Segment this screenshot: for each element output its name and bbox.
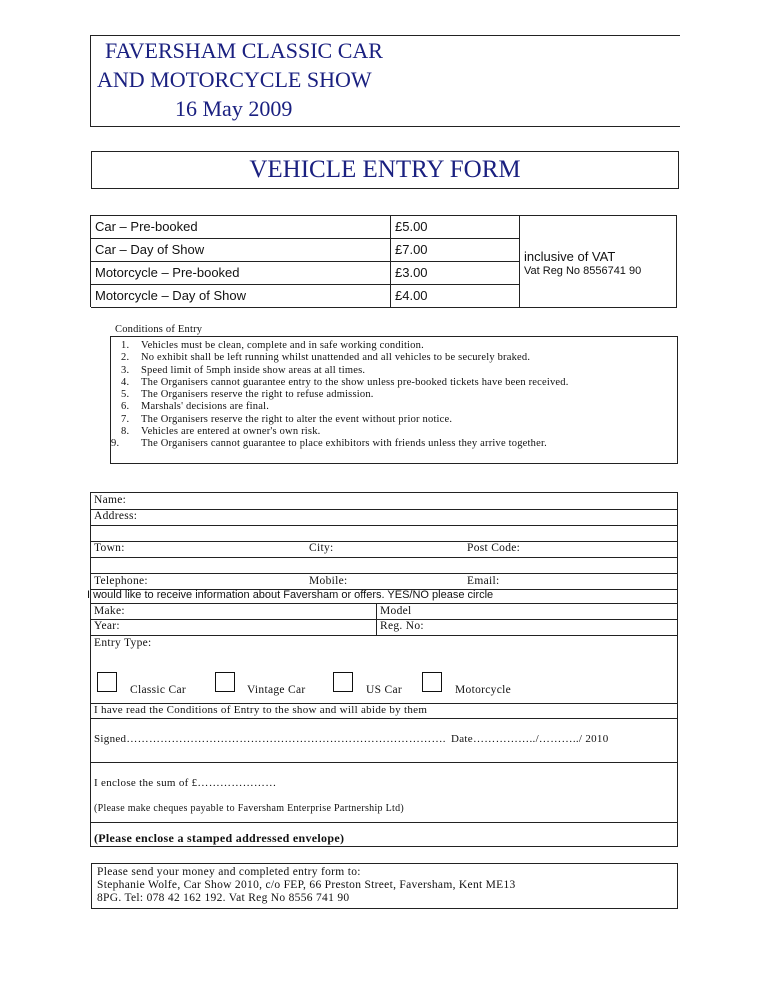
condition-item: 5. The Organisers reserve the right to refuse admission. — [121, 389, 374, 401]
signed-line[interactable]: Signed…………………………………………………………………………. — [94, 733, 446, 745]
condition-item: 7. The Organisers reserve the right to alter the event without prior notice. — [121, 413, 453, 425]
model-label: Model — [380, 605, 412, 617]
form-title: VEHICLE ENTRY FORM — [249, 156, 521, 183]
conditions-list — [111, 340, 673, 451]
postal-instructions-box — [91, 863, 678, 909]
classic-car-checkbox[interactable] — [97, 672, 117, 692]
motorcycle-checkbox[interactable] — [422, 672, 442, 692]
name-label: Name: — [94, 494, 127, 506]
signature-row[interactable] — [91, 719, 677, 763]
postcode-label: Post Code: — [467, 542, 521, 554]
vintage-car-checkbox[interactable] — [215, 672, 235, 692]
show-title-line2: AND MOTORCYCLE SHOW — [97, 67, 372, 92]
year-label: Year: — [94, 620, 120, 632]
entry-type-label: Entry Type: — [94, 637, 152, 649]
town-label: Town: — [94, 542, 125, 554]
vintage-car-label: Vintage Car — [247, 684, 306, 696]
date-line[interactable]: Date……………../………../ 2010 — [451, 733, 609, 745]
postal-address: Stephanie Wolfe, Car Show 2010, c/o FEP, 66 Preston Street, Faversham, Kent ME13 — [97, 879, 516, 891]
conditions-heading: Conditions of Entry — [115, 324, 203, 335]
price-row-label: Car – Pre-booked — [91, 216, 391, 239]
cheque-note: (Please make cheques payable to Faversham Enterprise Partnership Ltd) — [94, 803, 405, 814]
classic-car-label: Classic Car — [130, 684, 186, 696]
us-car-label: US Car — [366, 684, 402, 696]
declaration-text: I have read the Conditions of Entry to the show and will abide by them — [94, 704, 428, 716]
mobile-label: Mobile: — [309, 575, 348, 587]
telephone-label: Telephone: — [94, 575, 148, 587]
blank-line — [91, 558, 677, 574]
condition-item: 3. Speed limit of 5mph inside show areas at all times. — [121, 364, 366, 376]
show-date: 16 May 2009 — [175, 96, 293, 121]
condition-item: 1. Vehicles must be clean, complete and in safe working condition. — [121, 340, 424, 351]
entry-type-row — [91, 636, 677, 704]
price-row-label: Motorcycle – Day of Show — [91, 285, 391, 308]
name-row[interactable] — [91, 493, 677, 510]
enclose-sum-line[interactable]: I enclose the sum of £………………… — [94, 777, 277, 789]
address-row[interactable] — [91, 510, 677, 526]
price-row-value: £7.00 — [391, 239, 520, 262]
show-title-line1: FAVERSHAM CLASSIC CAR — [105, 38, 383, 63]
payment-row — [91, 763, 677, 823]
address-line[interactable] — [91, 526, 677, 542]
price-row-value: £5.00 — [391, 216, 520, 239]
postal-heading: Please send your money and completed entry form to: — [97, 866, 361, 878]
condition-item: 8. Vehicles are entered at owner's own risk. — [121, 426, 321, 438]
price-table — [90, 215, 677, 307]
price-row-value: £3.00 — [391, 262, 520, 285]
info-opt-in-row[interactable] — [87, 589, 677, 604]
condition-item: 4. The Organisers cannot guarantee entry to the show unless pre-booked tickets have been received. — [121, 376, 569, 388]
price-row-value: £4.00 — [391, 285, 520, 308]
motorcycle-label: Motorcycle — [455, 684, 512, 696]
vat-reg-no: Vat Reg No 8556741 90 — [524, 265, 642, 277]
price-row-label: Motorcycle – Pre-booked — [91, 262, 391, 285]
telephone-row[interactable] — [91, 574, 677, 590]
info-opt-in-text: I would like to receive information about Faversham or offers. YES/NO please circle — [87, 589, 494, 601]
regno-label: Reg. No: — [380, 620, 424, 632]
postal-contact: 8PG. Tel: 078 42 162 192. Vat Reg No 8556 741 90 — [97, 892, 350, 904]
email-label: Email: — [467, 575, 500, 587]
address-label: Address: — [94, 510, 138, 522]
make-label: Make: — [94, 605, 125, 617]
vat-note: inclusive of VAT — [524, 249, 616, 264]
year-row[interactable] — [91, 620, 677, 636]
declaration-row — [91, 704, 677, 719]
price-row-label: Car – Day of Show — [91, 239, 391, 262]
form-title-box — [91, 151, 679, 189]
city-label: City: — [309, 542, 334, 554]
conditions-box — [110, 336, 678, 464]
us-car-checkbox[interactable] — [333, 672, 353, 692]
entry-form — [87, 492, 678, 847]
vat-cell — [520, 216, 677, 308]
envelope-note: (Please enclose a stamped addressed envelope) — [94, 831, 345, 845]
make-row[interactable] — [91, 604, 677, 620]
condition-item: 6. Marshals' decisions are final. — [121, 401, 270, 413]
show-title-box — [90, 35, 680, 127]
town-row[interactable] — [91, 542, 677, 558]
condition-item: 9. The Organisers cannot guarantee to place exhibitors with friends unless they arrive together. — [111, 438, 547, 450]
condition-item: 2. No exhibit shall be left running whilst unattended and all vehicles to be securely braked. — [121, 352, 531, 364]
